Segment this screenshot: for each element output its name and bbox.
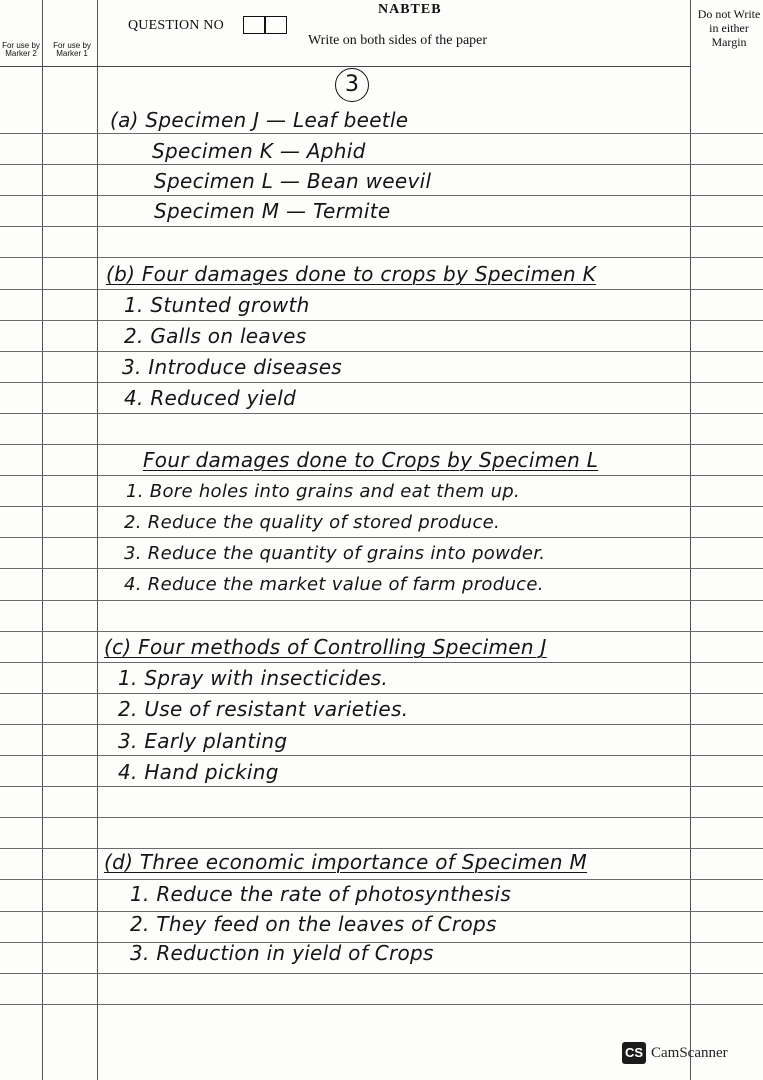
answer-d-item-2: 2. They feed on the leaves of Crops (130, 912, 497, 936)
ruled-line (0, 693, 763, 694)
ruled-line (0, 506, 763, 507)
margin-note: Do not Write in either Margin (697, 7, 761, 49)
ruled-line (0, 413, 763, 414)
answer-a-line-1: (a) Specimen J — Leaf beetle (110, 108, 409, 132)
ruled-line (0, 662, 763, 663)
ruled-line (0, 600, 763, 601)
ruled-line (0, 164, 763, 165)
ruled-line (0, 257, 763, 258)
answer-d-item-3: 3. Reduction in yield of Crops (130, 941, 434, 965)
ruled-line (0, 382, 763, 383)
instruction-text: Write on both sides of the paper (308, 33, 488, 48)
right-margin-rule (690, 0, 691, 1080)
ruled-line (0, 537, 763, 538)
answer-c-item-1: 1. Spray with insecticides. (118, 666, 389, 690)
marker1-label: For use by Marker 1 (53, 41, 91, 58)
header-rule (0, 66, 690, 67)
answer-b-item-3: 3. Introduce diseases (122, 355, 343, 379)
ruled-line (0, 817, 763, 818)
answer-b-heading-2: Four damages done to Crops by Specimen L (143, 448, 599, 472)
answer-a-line-2: Specimen K — Aphid (152, 139, 366, 163)
ruled-line (0, 351, 763, 352)
ruled-line (0, 133, 763, 134)
answer-b-heading: (b) Four damages done to crops by Specimen K (106, 262, 597, 286)
ruled-line (0, 786, 763, 787)
marker2-label: For use by Marker 2 (2, 41, 40, 58)
ruled-line (0, 226, 763, 227)
answer-b2-item-3: 3. Reduce the quantity of grains into powder. (124, 543, 546, 564)
answer-a-line-3: Specimen L — Bean weevil (154, 169, 432, 193)
exam-title: NABTEB (378, 2, 442, 17)
ruled-line (0, 1004, 763, 1005)
ruled-line (0, 973, 763, 974)
page-number: 3 (335, 68, 369, 102)
answer-c-heading: (c) Four methods of Controlling Specimen J (104, 635, 547, 659)
answer-c-item-2: 2. Use of resistant varieties. (118, 697, 409, 721)
ruled-line (0, 568, 763, 569)
camscanner-watermark (622, 1042, 728, 1064)
ruled-line (0, 475, 763, 476)
answer-b2-item-1: 1. Bore holes into grains and eat them up. (126, 481, 521, 502)
camscanner-logo: CS (622, 1042, 646, 1064)
answer-d-item-1: 1. Reduce the rate of photosynthesis (130, 882, 512, 906)
ruled-line (0, 195, 763, 196)
answer-d-heading: (d) Three economic importance of Specimen M (104, 850, 588, 874)
answer-b-item-4: 4. Reduced yield (124, 386, 297, 410)
ruled-line (0, 289, 763, 290)
question-number-box (243, 16, 287, 34)
answer-b-item-1: 1. Stunted growth (124, 293, 310, 317)
answer-a-line-4: Specimen M — Termite (154, 199, 391, 223)
left-margin-rule (42, 0, 43, 1080)
ruled-line (0, 879, 763, 880)
ruled-line (0, 444, 763, 445)
camscanner-text: CamScanner (651, 1044, 728, 1061)
ruled-line (0, 848, 763, 849)
answer-b2-item-2: 2. Reduce the quality of stored produce. (124, 512, 501, 533)
ruled-line (0, 631, 763, 632)
marker-column-rule (97, 0, 98, 1080)
answer-c-item-3: 3. Early planting (118, 729, 288, 753)
answer-c-item-4: 4. Hand picking (118, 760, 279, 784)
ruled-line (0, 320, 763, 321)
question-number-label: QUESTION NO (128, 18, 224, 33)
answer-b2-item-4: 4. Reduce the market value of farm produce. (124, 574, 544, 595)
ruled-line (0, 724, 763, 725)
ruled-line (0, 755, 763, 756)
answer-b-item-2: 2. Galls on leaves (124, 324, 307, 348)
